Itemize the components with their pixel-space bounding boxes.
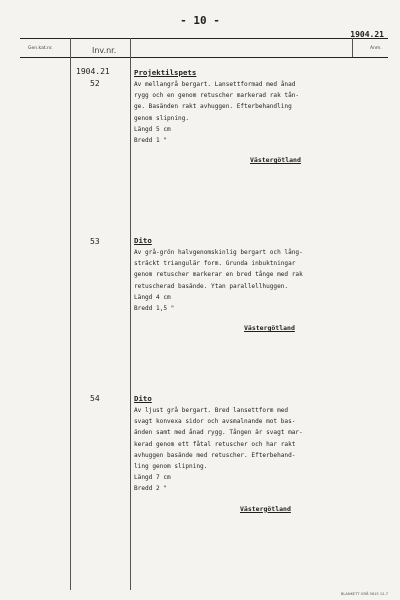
entry-region: Västergötland bbox=[250, 156, 301, 165]
column-header-kat: Gen.kat.nr. bbox=[28, 46, 53, 51]
entry-line: rygg och en genom retuscher markerad rak tån- bbox=[134, 92, 300, 100]
header-rule-top bbox=[20, 38, 388, 39]
entry-line: Längd 7 cm bbox=[134, 474, 171, 482]
entry-line: Av mellangrå bergart. Lansettformad med ånad bbox=[134, 81, 296, 88]
entry-line: avhuggen basände med retuscher. Efterbehand- bbox=[134, 451, 296, 459]
header-rule-bottom bbox=[20, 57, 388, 58]
entry-line: Av ljust grå bergart. Bred lansettform med bbox=[134, 407, 289, 414]
entry-line: Bredd 1,5 " bbox=[134, 305, 175, 313]
entry-line: ling genom slipning. bbox=[134, 463, 208, 471]
entry-line: genom slipning. bbox=[134, 114, 190, 122]
entry-title: Projektilspets bbox=[134, 68, 197, 77]
entry-title: Dito bbox=[134, 394, 152, 403]
entry-line: Längd 4 cm bbox=[134, 293, 171, 301]
column-divider-anm bbox=[352, 38, 353, 57]
inventory-number: 53 bbox=[90, 237, 100, 246]
catalog-entry bbox=[134, 67, 366, 166]
entry-line: genom retuscher markerar en bred tånge med rak bbox=[134, 271, 303, 279]
catalog-entry bbox=[134, 393, 366, 515]
page-code: 1904.21 bbox=[350, 30, 384, 39]
entry-title: Dito bbox=[134, 236, 152, 245]
column-header-inv: Inv.nr. bbox=[92, 46, 117, 55]
inventory-number: 52 bbox=[90, 79, 100, 88]
year-note: 1904.21 bbox=[76, 67, 110, 76]
entry-line: Av grå-grön halvgenomskinlig bergart och lång- bbox=[134, 249, 303, 256]
column-divider-kat bbox=[70, 38, 71, 590]
entry-line: kerad genom ett fåtal retuscher och har rakt bbox=[134, 440, 296, 448]
entry-region: Västergötland bbox=[240, 504, 291, 513]
entry-line: Bredd 1 " bbox=[134, 137, 168, 145]
entry-line: retuscherad basände. Ytan parallellhuggen. bbox=[134, 282, 289, 290]
entry-line: Bredd 2 " bbox=[134, 485, 168, 493]
entry-line: Längd 5 cm bbox=[134, 125, 171, 133]
page-number: - 10 - bbox=[180, 14, 220, 27]
inventory-number: 54 bbox=[90, 394, 100, 403]
column-divider-inv bbox=[130, 38, 131, 590]
entry-region: Västergötland bbox=[244, 324, 295, 333]
catalog-entry bbox=[134, 235, 366, 334]
entry-line: svagt konvexa sidor och avsmalnande mot bas- bbox=[134, 418, 296, 426]
entry-line: ge. Basänden rakt avhuggen. Efterbehandling bbox=[134, 103, 292, 111]
form-footer-mark: BLANKETT GRÅ 5615 12-7 bbox=[340, 592, 388, 596]
entry-line: sträckt triangulär form. Grunda inbuktningar bbox=[134, 260, 296, 268]
column-header-anm: Anm. bbox=[370, 46, 382, 51]
entry-line: änden samt med ånad rygg. Tången är svagt mar- bbox=[134, 429, 303, 437]
